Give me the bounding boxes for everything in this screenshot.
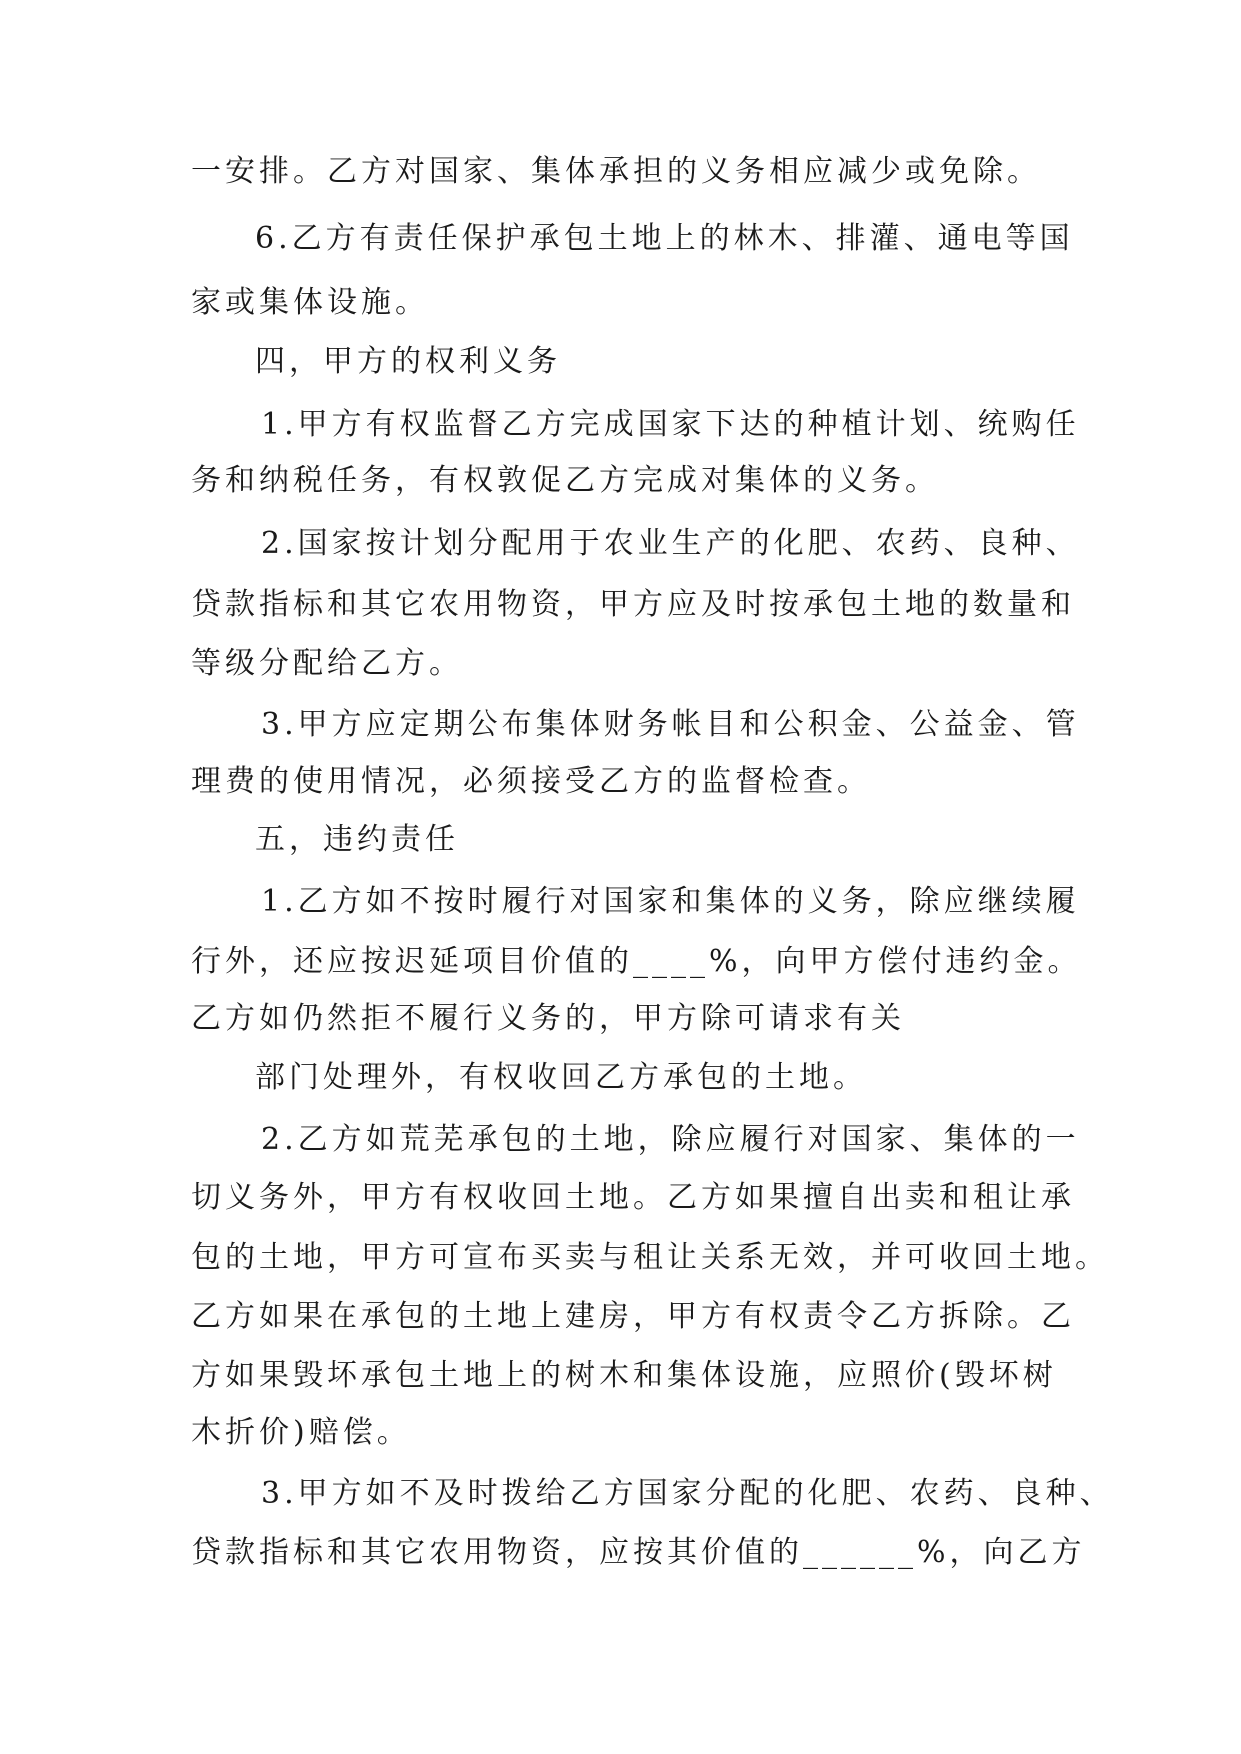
text-line: 一安排。乙方对国家、集体承担的义务相应减少或免除。 (191, 154, 1041, 189)
text-line: 6.乙方有责任保护承包土地上的林木、排灌、通电等国 (255, 221, 1074, 256)
text-line: 等级分配给乙方。 (191, 646, 463, 681)
text-line: 乙方如仍然拒不履行义务的，甲方除可请求有关 (191, 1001, 905, 1036)
text-line: 家或集体设施。 (191, 285, 429, 320)
text-line: 1.乙方如不按时履行对国家和集体的义务，除应继续履 (261, 884, 1080, 919)
text-line: 部门处理外，有权收回乙方承包的土地。 (255, 1060, 867, 1095)
section-heading: 四，甲方的权利义务 (255, 344, 561, 379)
text-line: 理费的使用情况，必须接受乙方的监督检查。 (191, 764, 871, 799)
text-line: 切义务外，甲方有权收回土地。乙方如果擅自出卖和租让承 (191, 1180, 1075, 1215)
text-line: 3.甲方应定期公布集体财务帐目和公积金、公益金、管 (261, 707, 1080, 742)
text-line: 1.甲方有权监督乙方完成国家下达的种植计划、统购任 (261, 407, 1080, 442)
text-line: 乙方如果在承包的土地上建房，甲方有权责令乙方拆除。乙 (191, 1299, 1075, 1334)
text-line: 方如果毁坏承包土地上的树木和集体设施，应照价(毁坏树 (191, 1358, 1057, 1393)
section-heading: 五，违约责任 (255, 822, 459, 857)
text-line: 包的土地，甲方可宣布买卖与租让关系无效，并可收回土地。 (191, 1240, 1109, 1275)
text-line: 务和纳税任务，有权敦促乙方完成对集体的义务。 (191, 463, 939, 498)
text-line: 2.乙方如荒芜承包的土地，除应履行对国家、集体的一 (261, 1122, 1080, 1157)
text-line: 行外，还应按迟延项目价值的____%，向甲方偿付违约金。 (191, 944, 1082, 979)
text-line: 2.国家按计划分配用于农业生产的化肥、农药、良种、 (261, 526, 1080, 561)
text-line: 3.甲方如不及时拨给乙方国家分配的化肥、农药、良种、 (261, 1476, 1114, 1511)
text-line: 贷款指标和其它农用物资，甲方应及时按承包土地的数量和 (191, 587, 1075, 622)
text-line: 贷款指标和其它农用物资，应按其价值的______%，向乙方 (191, 1535, 1086, 1570)
text-line: 木折价)赔偿。 (191, 1415, 411, 1450)
